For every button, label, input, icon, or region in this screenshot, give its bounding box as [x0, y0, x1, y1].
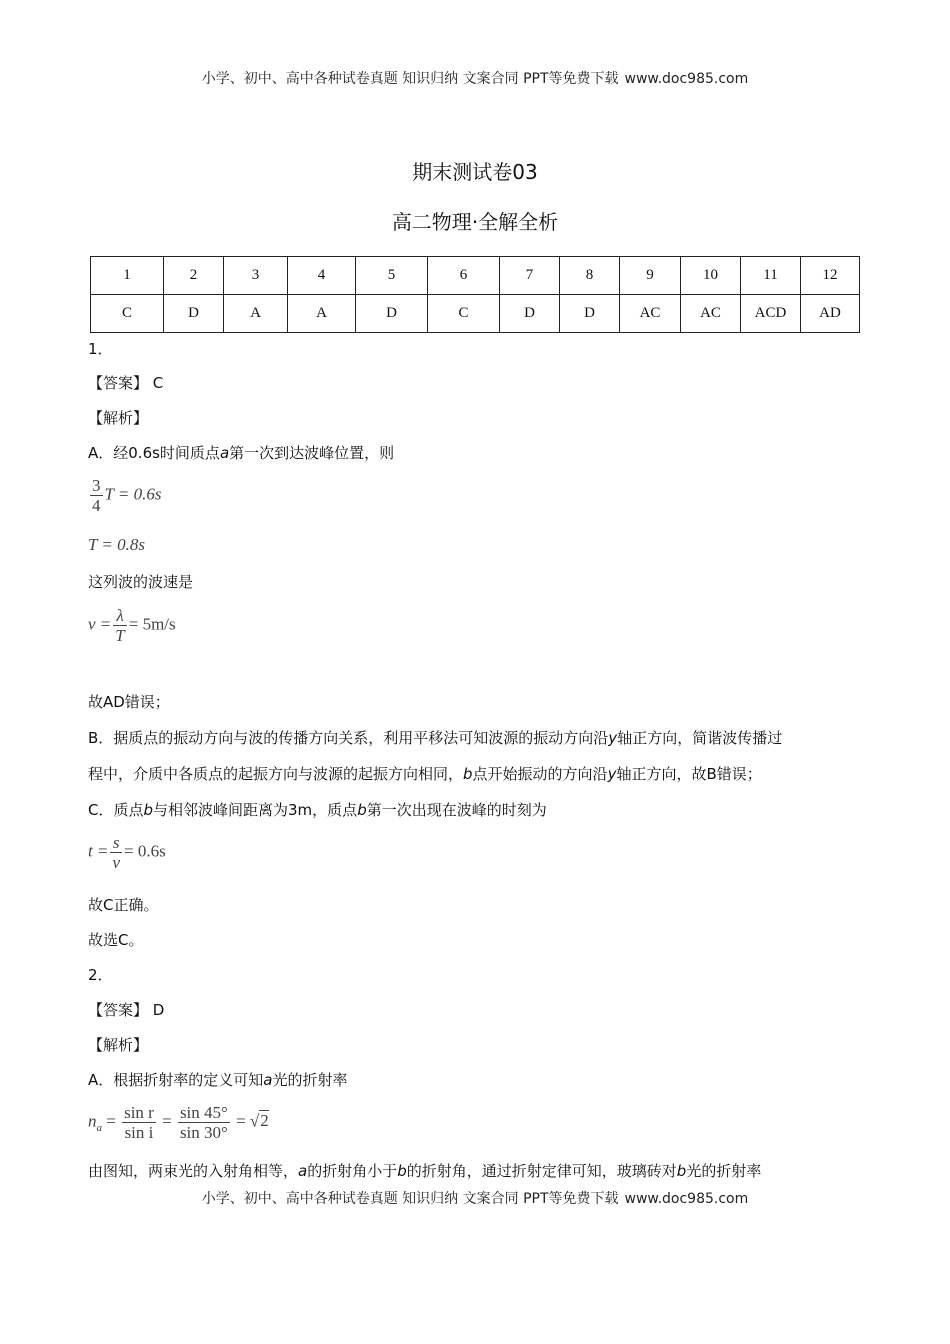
table-cell: 11 — [741, 257, 801, 295]
q1-equation-t: T = 0.8s — [88, 535, 145, 554]
table-cell: 8 — [560, 257, 620, 295]
q1-option-b-line1: B．据质点的振动方向与波的传播方向关系，利用平移法可知波源的振动方向沿y轴正方向，简谐波传播过 — [88, 729, 783, 747]
table-cell: A — [288, 295, 356, 333]
q1-analysis-label: 【解析】 — [88, 409, 149, 427]
q2-number: 2． — [88, 966, 113, 984]
table-cell: D — [164, 295, 224, 333]
table-cell: 1 — [91, 257, 164, 295]
table-cell: AC — [681, 295, 741, 333]
footer-text: 小学、初中、高中各种试卷真题 知识归纳 文案合同 PPT等免费下载 — [201, 1191, 619, 1207]
table-cell: C — [91, 295, 164, 333]
q1-number: 1． — [88, 340, 113, 358]
q1-ad-wrong: 故AD错误； — [88, 693, 170, 711]
q1-answer: 【答案】 C — [88, 374, 164, 392]
header-site[interactable]: www.doc985.com — [624, 71, 749, 87]
q1-option-b-line2: 程中，介质中各质点的起振方向与波源的起振方向相同，b点开始振动的方向沿y轴正方向，故B错误； — [88, 765, 762, 783]
page-title: 期末测试卷03 — [412, 160, 538, 184]
footer-site[interactable]: www.doc985.com — [624, 1191, 749, 1207]
q2-option-a: A．根据折射率的定义可知a光的折射率 — [88, 1071, 348, 1089]
table-cell: 7 — [500, 257, 560, 295]
table-cell: 6 — [428, 257, 500, 295]
table-cell: 2 — [164, 257, 224, 295]
q1-equation-time: t = $\frac{s}{v}$ = 0.6s — [88, 833, 166, 872]
q2-analysis-label: 【解析】 — [88, 1036, 149, 1054]
table-cell: 9 — [620, 257, 681, 295]
q1-choose: 故选C。 — [88, 931, 144, 949]
q1-option-a: A．经0.6s时间质点a第一次到达波峰位置，则 — [88, 444, 395, 462]
table-cell: 12 — [801, 257, 860, 295]
table-cell: D — [356, 295, 428, 333]
answer-table — [90, 256, 860, 333]
table-cell: 4 — [288, 257, 356, 295]
q1-equation-period: $\frac{3}{4}$ T = 0.6s — [92, 476, 162, 515]
header-text: 小学、初中、高中各种试卷真题 知识归纳 文案合同 PPT等免费下载 — [201, 71, 619, 87]
table-cell: D — [500, 295, 560, 333]
answer-table-number-row — [91, 257, 860, 295]
table-cell: 10 — [681, 257, 741, 295]
answer-table-answer-row — [91, 295, 860, 333]
page-subtitle: 高二物理·全解全析 — [391, 210, 559, 234]
q2-last-line: 由图知，两束光的入射角相等，a的折射角小于b的折射角，通过折射定律可知，玻璃砖对b光的折射率 — [88, 1162, 762, 1180]
q1-equation-speed: v = $\frac{\lambda}{T}$ = 5m/s — [88, 606, 176, 645]
table-cell: C — [428, 295, 500, 333]
table-cell: 5 — [356, 257, 428, 295]
table-cell: D — [560, 295, 620, 333]
table-cell: AC — [620, 295, 681, 333]
page-header — [0, 68, 950, 88]
sqrt-symbol: √ — [249, 1111, 260, 1131]
table-cell: AD — [801, 295, 860, 333]
table-cell: A — [224, 295, 288, 333]
q1-speed-text: 这列波的波速是 — [88, 573, 194, 591]
q1-c-correct: 故C正确。 — [88, 896, 159, 914]
table-cell: 3 — [224, 257, 288, 295]
q2-equation-refraction: $n_a$ = $\frac{\text{sin r}}{\text{sin i}}$ = $\frac{\sin 45^\circ}{\sin 30^\circ}$ = √2 — [88, 1103, 269, 1142]
q1-option-c: C．质点b与相邻波峰间距离为3m，质点b第一次出现在波峰的时刻为 — [88, 801, 547, 819]
page-footer — [0, 1188, 950, 1208]
q2-answer: 【答案】 D — [88, 1001, 165, 1019]
table-cell: ACD — [741, 295, 801, 333]
